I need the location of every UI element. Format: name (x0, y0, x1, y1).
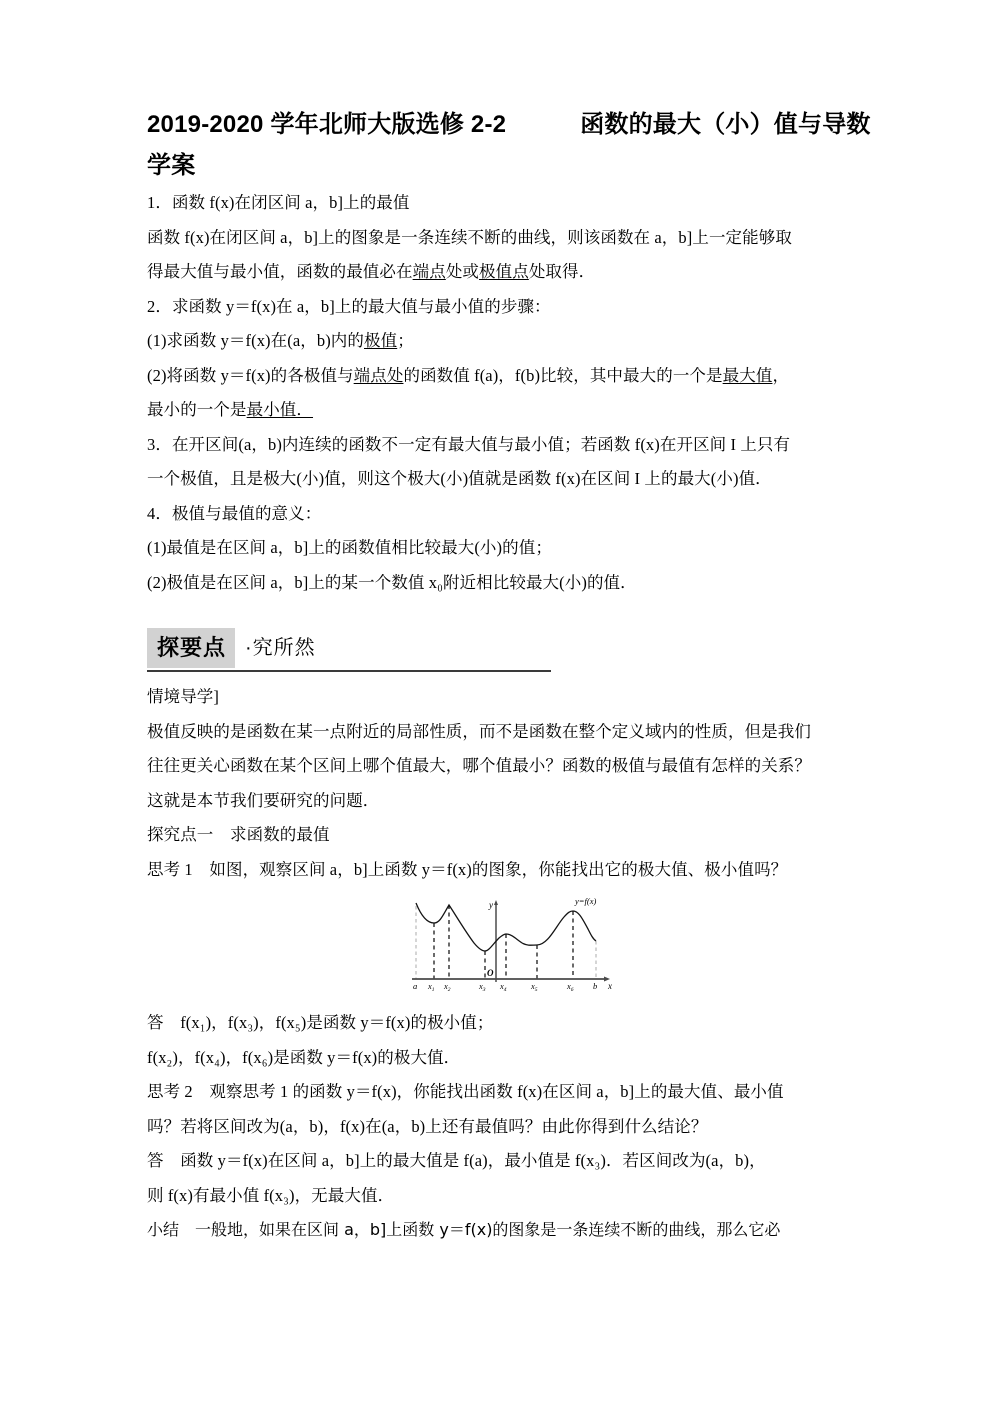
blank-answer-extremum: 极值 (364, 331, 398, 350)
answer-2-line-1: 答 函数 y＝f(x)在区间 a，b]上的最大值是 f(a)，最小值是 f(x₃)．若区间改为(a，b)， (147, 1151, 766, 1170)
answer-1-line-2: f(x₂)，f(x₄)，f(x₆)是函数 y＝f(x)的极大值． (147, 1047, 461, 1067)
section-header (147, 628, 873, 674)
knowledge-item-2-step-2 (147, 359, 873, 394)
knowledge-item-2-step-1 (147, 324, 873, 359)
title-left-text: 2019-2020 学年北师大版选修 2-2 (147, 111, 507, 138)
explore-point-1-title: 探究点一 求函数的最值 (147, 825, 330, 844)
y-axis-label: y (489, 900, 493, 910)
x-axis-label: x (608, 981, 612, 991)
intro-line-2: 往往更关心函数在某个区间上哪个值最大，哪个值最小？函数的极值与最值有怎样的关系？ (147, 756, 811, 775)
blank-answer-minimum: 最小值． (246, 400, 314, 419)
section-header-rule (147, 670, 551, 672)
title-second-line: 学案 (147, 152, 196, 179)
knowledge-item-2-step-2-cont (147, 393, 873, 428)
think-2-line-2: 吗？若将区间改为(a，b)，f(x)在(a，b)上还有最值吗？由此你得到什么结论？ (147, 1116, 708, 1136)
page-title (147, 104, 873, 186)
text-fragment: (1)求函数 y＝f(x)在(a，b)内的 (147, 331, 365, 350)
knowledge-item-1-body-line-1: 函数 f(x)在闭区间 a，b]上的图象是一条连续不断的曲线，则该函数在 a，b]上一定能够取 (147, 227, 792, 247)
section-header-tail: ·究所然 (245, 637, 316, 659)
tick-label-x2: $x_2$ (444, 981, 451, 993)
answer-2-line-2: 则 f(x)有最小值 f(x₃)，无最大值． (147, 1185, 395, 1205)
y-axis-arrow (494, 900, 498, 905)
text-fragment: ； (397, 331, 414, 350)
intro-label: 情境导学] (147, 687, 219, 706)
intro-line-3: 这就是本节我们要研究的问题． (147, 790, 380, 810)
text-fragment: (2)将函数 y＝f(x)的各极值与 (147, 365, 354, 385)
summary-line: 小结 一般地，如果在区间 a，b]上函数 y＝f(x)的图象是一条连续不断的曲线，那么它必 (147, 1220, 781, 1239)
text-fragment: 得最大值与最小值，函数的最值必在 (147, 262, 413, 281)
tick-label-x3: $x_3$ (479, 981, 486, 993)
knowledge-item-1-body-line-2 (147, 255, 873, 290)
knowledge-item-4-sub-1: (1)最值是在区间 a，b]上的函数值相比较最大(小)的值； (147, 538, 552, 557)
tick-label-x5: $x_5$ (531, 981, 538, 993)
document-content (147, 104, 873, 1248)
function-graph-svg (403, 893, 617, 997)
text-fragment: 处取得． (528, 262, 596, 281)
title-first-line (147, 104, 873, 145)
tick-label-b: b (593, 981, 598, 991)
knowledge-item-3-line-2: 一个极值，且是极大(小)值，则这个极大(小)值就是函数 f(x)在区间 I 上的最大(小)值． (147, 469, 772, 488)
origin-label: O (487, 968, 494, 978)
text-fragment: 处或 (445, 262, 480, 281)
blank-answer-extreme-point: 极值点 (479, 262, 529, 281)
tick-label-x1: $x_1$ (428, 981, 435, 993)
think-1-question: 思考 1 如图，观察区间 a，b]上函数 y＝f(x)的图象，你能找出它的极大值、极小值吗？ (147, 859, 788, 879)
knowledge-item-3-line-1: 3．在开区间(a，b)内连续的函数不一定有最大值与最小值；若函数 f(x)在开区间 I 上只有 (147, 434, 791, 454)
tick-label-x6: $x_6$ (567, 981, 574, 993)
title-right-text: 函数的最大（小）值与导数 (580, 111, 871, 138)
answer-1-line-1: 答 f(x₁)，f(x₃)，f(x₅)是函数 y＝f(x)的极小值； (147, 1013, 494, 1032)
section-header-badge: 探要点 (147, 628, 235, 668)
blank-answer-endpoint-value: 端点处 (353, 365, 404, 385)
function-graph-figure (147, 893, 873, 1002)
knowledge-item-4-heading: 4．极值与最值的意义： (147, 503, 322, 523)
knowledge-item-2-heading: 2．求函数 y＝f(x)在 a，b]上的最大值与最小值的步骤： (147, 296, 551, 316)
knowledge-item-1-heading: 1．函数 f(x)在闭区间 a，b]上的最值 (147, 193, 410, 212)
text-fragment: ， (772, 365, 790, 385)
think-2-line-1: 思考 2 观察思考 1 的函数 y＝f(x)，你能找出函数 f(x)在区间 a，b]上的最大值、最小值 (147, 1082, 784, 1101)
knowledge-item-4-sub-2: (2)极值是在区间 a，b]上的某一个数值 x₀附近相比较最大(小)的值． (147, 572, 637, 592)
curve-label: y=f(x) (575, 896, 597, 906)
blank-answer-endpoint: 端点 (412, 262, 446, 281)
text-fragment: 的函数值 f(a)，f(b)比较，其中最大的一个是 (403, 365, 723, 385)
blank-answer-maximum: 最大值 (722, 365, 773, 385)
intro-line-1: 极值反映的是函数在某一点附近的局部性质，而不是函数在整个定义域内的性质，但是我们 (147, 721, 811, 741)
tick-label-a: a (413, 981, 418, 991)
text-fragment: 最小的一个是 (147, 400, 247, 419)
tick-label-x4: $x_4$ (500, 981, 507, 993)
